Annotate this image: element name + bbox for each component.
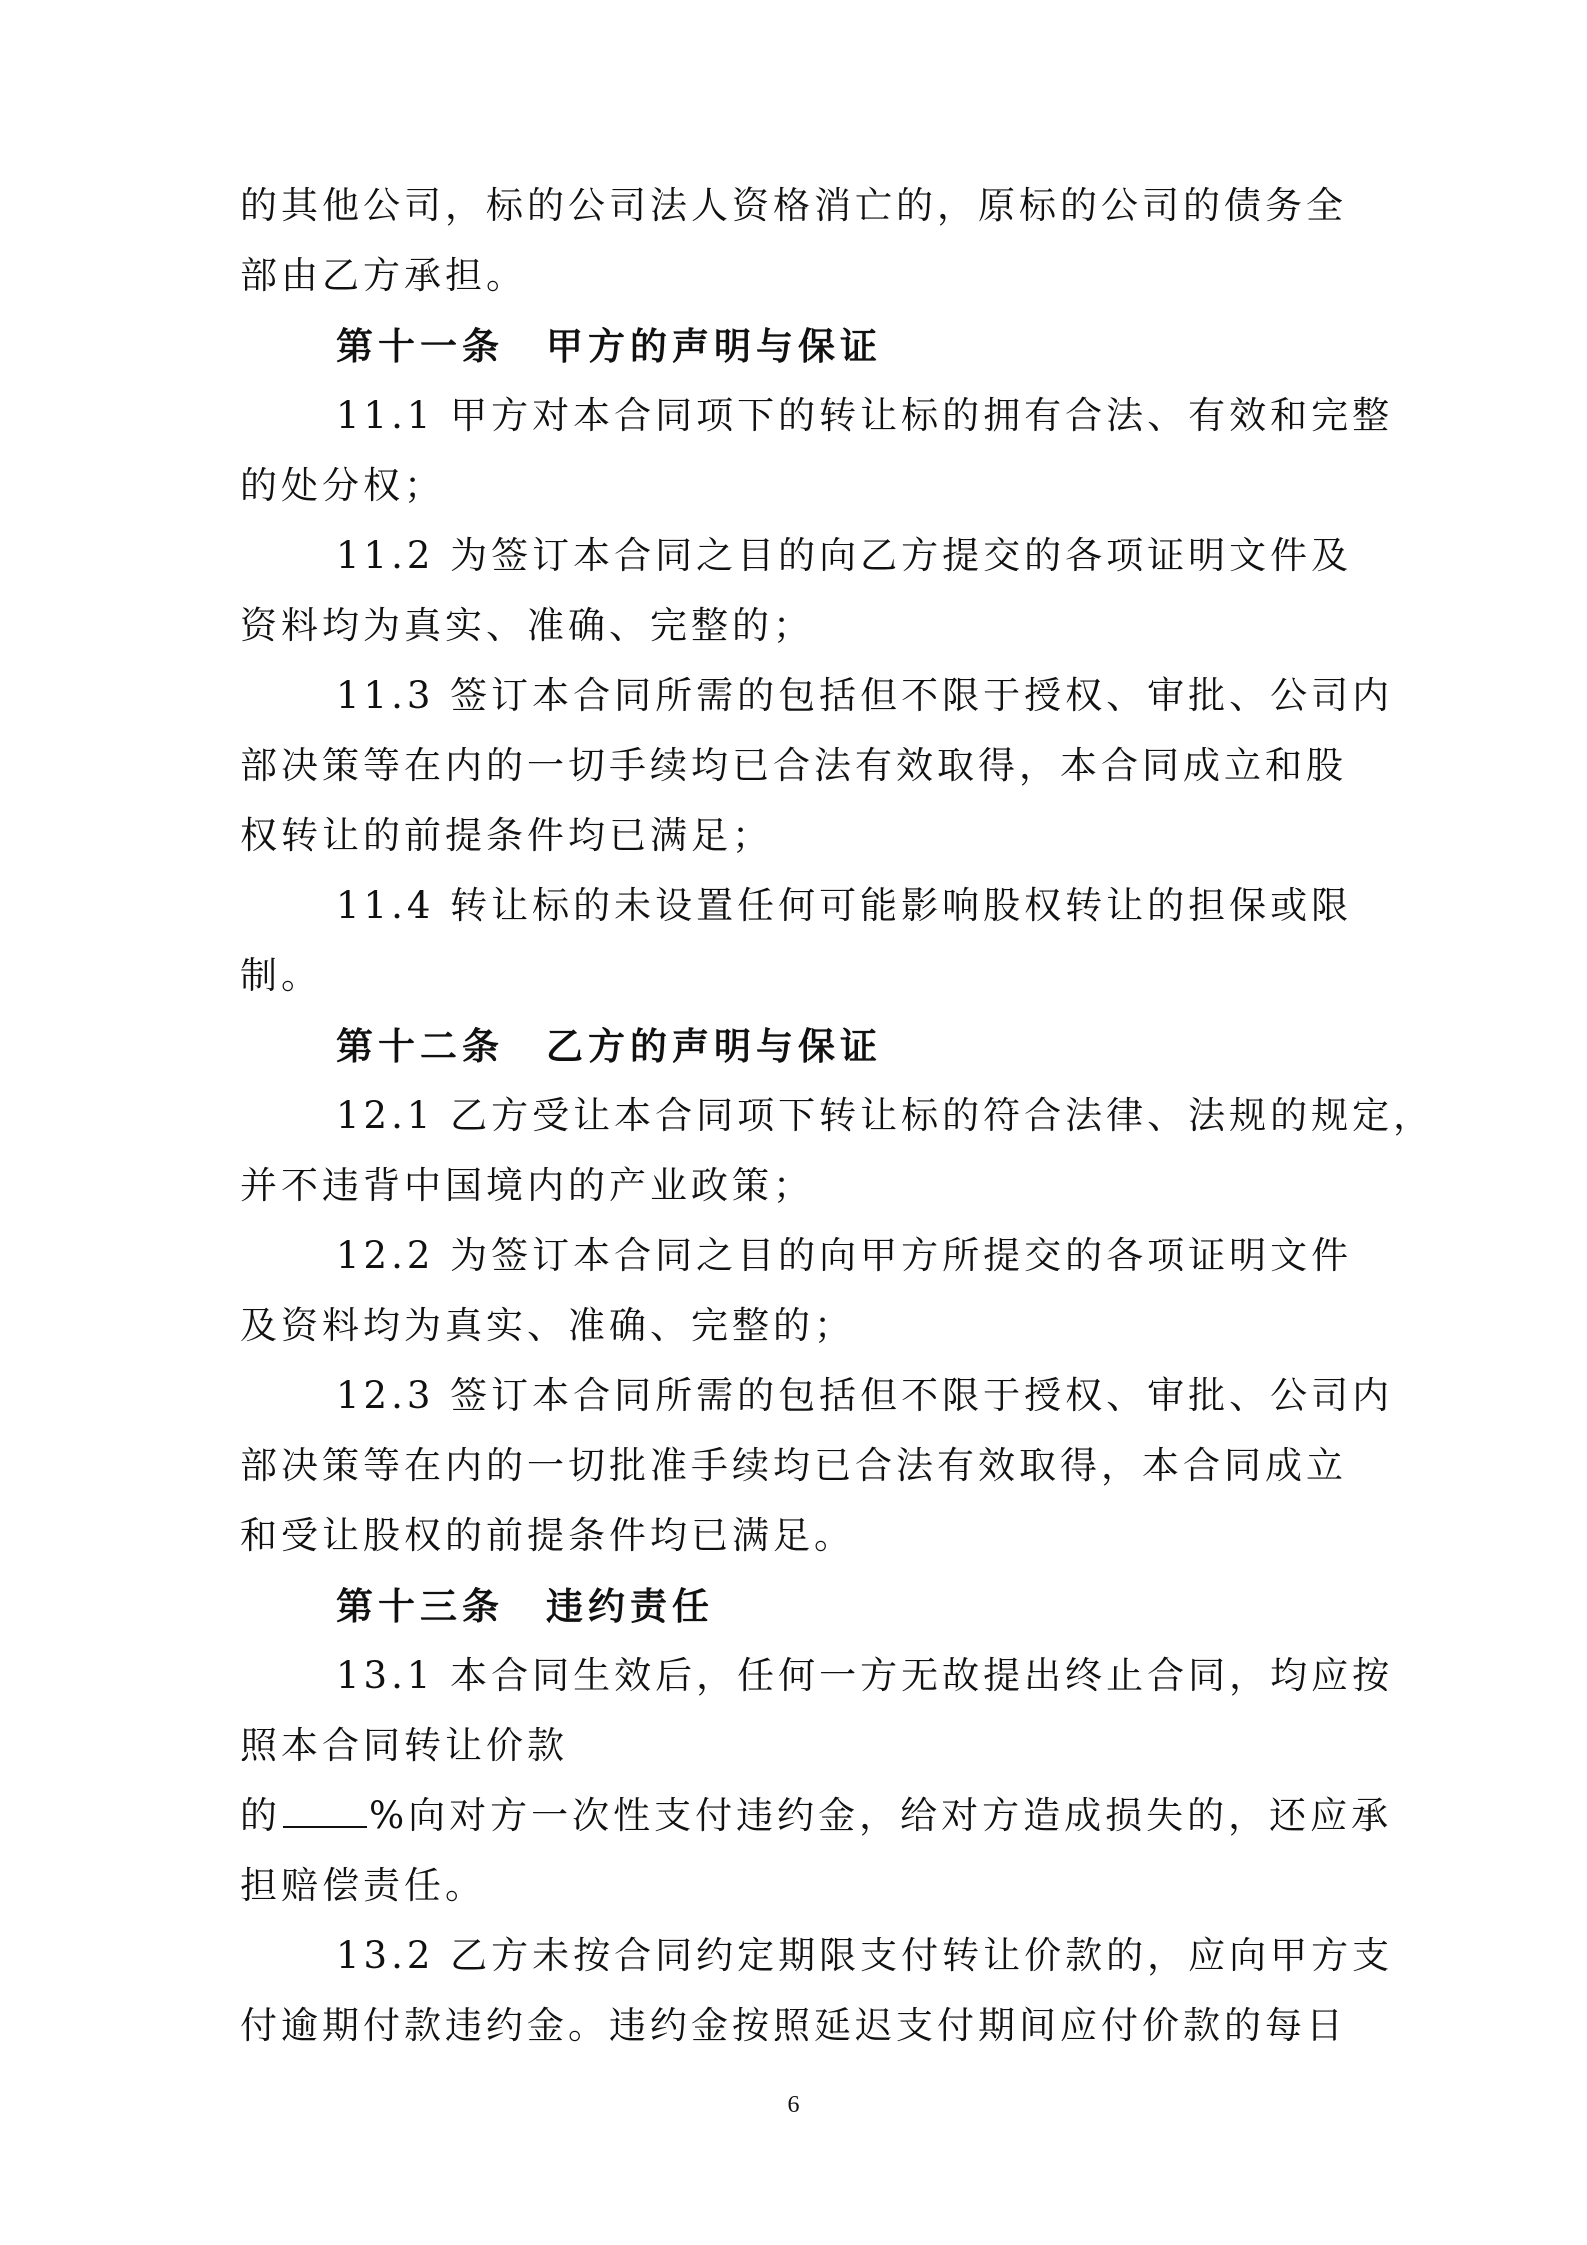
body-line: 担赔偿责任。 bbox=[240, 1864, 486, 1907]
clause-12-3: 12.3 签订本合同所需的包括但不限于授权、审批、公司内 bbox=[336, 1374, 1394, 1417]
body-line: 制。 bbox=[240, 954, 322, 997]
penalty-rate-prefix: 的 bbox=[240, 1794, 281, 1837]
clause-11-2: 11.2 为签订本合同之目的向乙方提交的各项证明文件及 bbox=[336, 534, 1353, 577]
body-line: 照本合同转让价款 bbox=[240, 1724, 568, 1767]
body-line: 的其他公司，标的公司法人资格消亡的，原标的公司的债务全 bbox=[240, 184, 1347, 227]
section-heading-11: 第十一条 甲方的声明与保证 bbox=[336, 324, 882, 368]
body-line: 权转让的前提条件均已满足； bbox=[240, 814, 773, 857]
penalty-rate-suffix: %向对方一次性支付违约金，给对方造成损失的，还应承 bbox=[369, 1794, 1393, 1837]
section-heading-13: 第十三条 违约责任 bbox=[336, 1584, 714, 1628]
body-line: 资料均为真实、准确、完整的； bbox=[240, 604, 814, 647]
body-line: 部由乙方承担。 bbox=[240, 254, 527, 297]
clause-12-2: 12.2 为签订本合同之目的向甲方所提交的各项证明文件 bbox=[336, 1234, 1353, 1277]
body-line: 付逾期付款违约金。违约金按照延迟支付期间应付价款的每日 bbox=[240, 2004, 1347, 2047]
body-line: 部决策等在内的一切批准手续均已合法有效取得，本合同成立 bbox=[240, 1444, 1347, 1487]
body-line: 并不违背中国境内的产业政策； bbox=[240, 1164, 814, 1207]
body-line: 及资料均为真实、准确、完整的； bbox=[240, 1304, 855, 1347]
penalty-rate-line bbox=[240, 1786, 1410, 1846]
clause-11-4: 11.4 转让标的未设置任何可能影响股权转让的担保或限 bbox=[336, 884, 1353, 927]
clause-11-3: 11.3 签订本合同所需的包括但不限于授权、审批、公司内 bbox=[336, 674, 1394, 717]
clause-11-1: 11.1 甲方对本合同项下的转让标的拥有合法、有效和完整 bbox=[336, 394, 1394, 437]
body-line: 的处分权； bbox=[240, 464, 445, 507]
clause-13-2: 13.2 乙方未按合同约定期限支付转让价款的，应向甲方支 bbox=[336, 1934, 1394, 1977]
clause-12-1: 12.1 乙方受让本合同项下转让标的符合法律、法规的规定， bbox=[336, 1094, 1435, 1137]
section-heading-12: 第十二条 乙方的声明与保证 bbox=[336, 1024, 882, 1068]
body-line: 和受让股权的前提条件均已满足。 bbox=[240, 1514, 855, 1557]
penalty-rate-blank bbox=[283, 1796, 367, 1828]
page-number: 6 bbox=[787, 2092, 800, 2118]
clause-13-1: 13.1 本合同生效后，任何一方无故提出终止合同，均应按 bbox=[336, 1654, 1394, 1697]
body-line: 部决策等在内的一切手续均已合法有效取得，本合同成立和股 bbox=[240, 744, 1347, 787]
